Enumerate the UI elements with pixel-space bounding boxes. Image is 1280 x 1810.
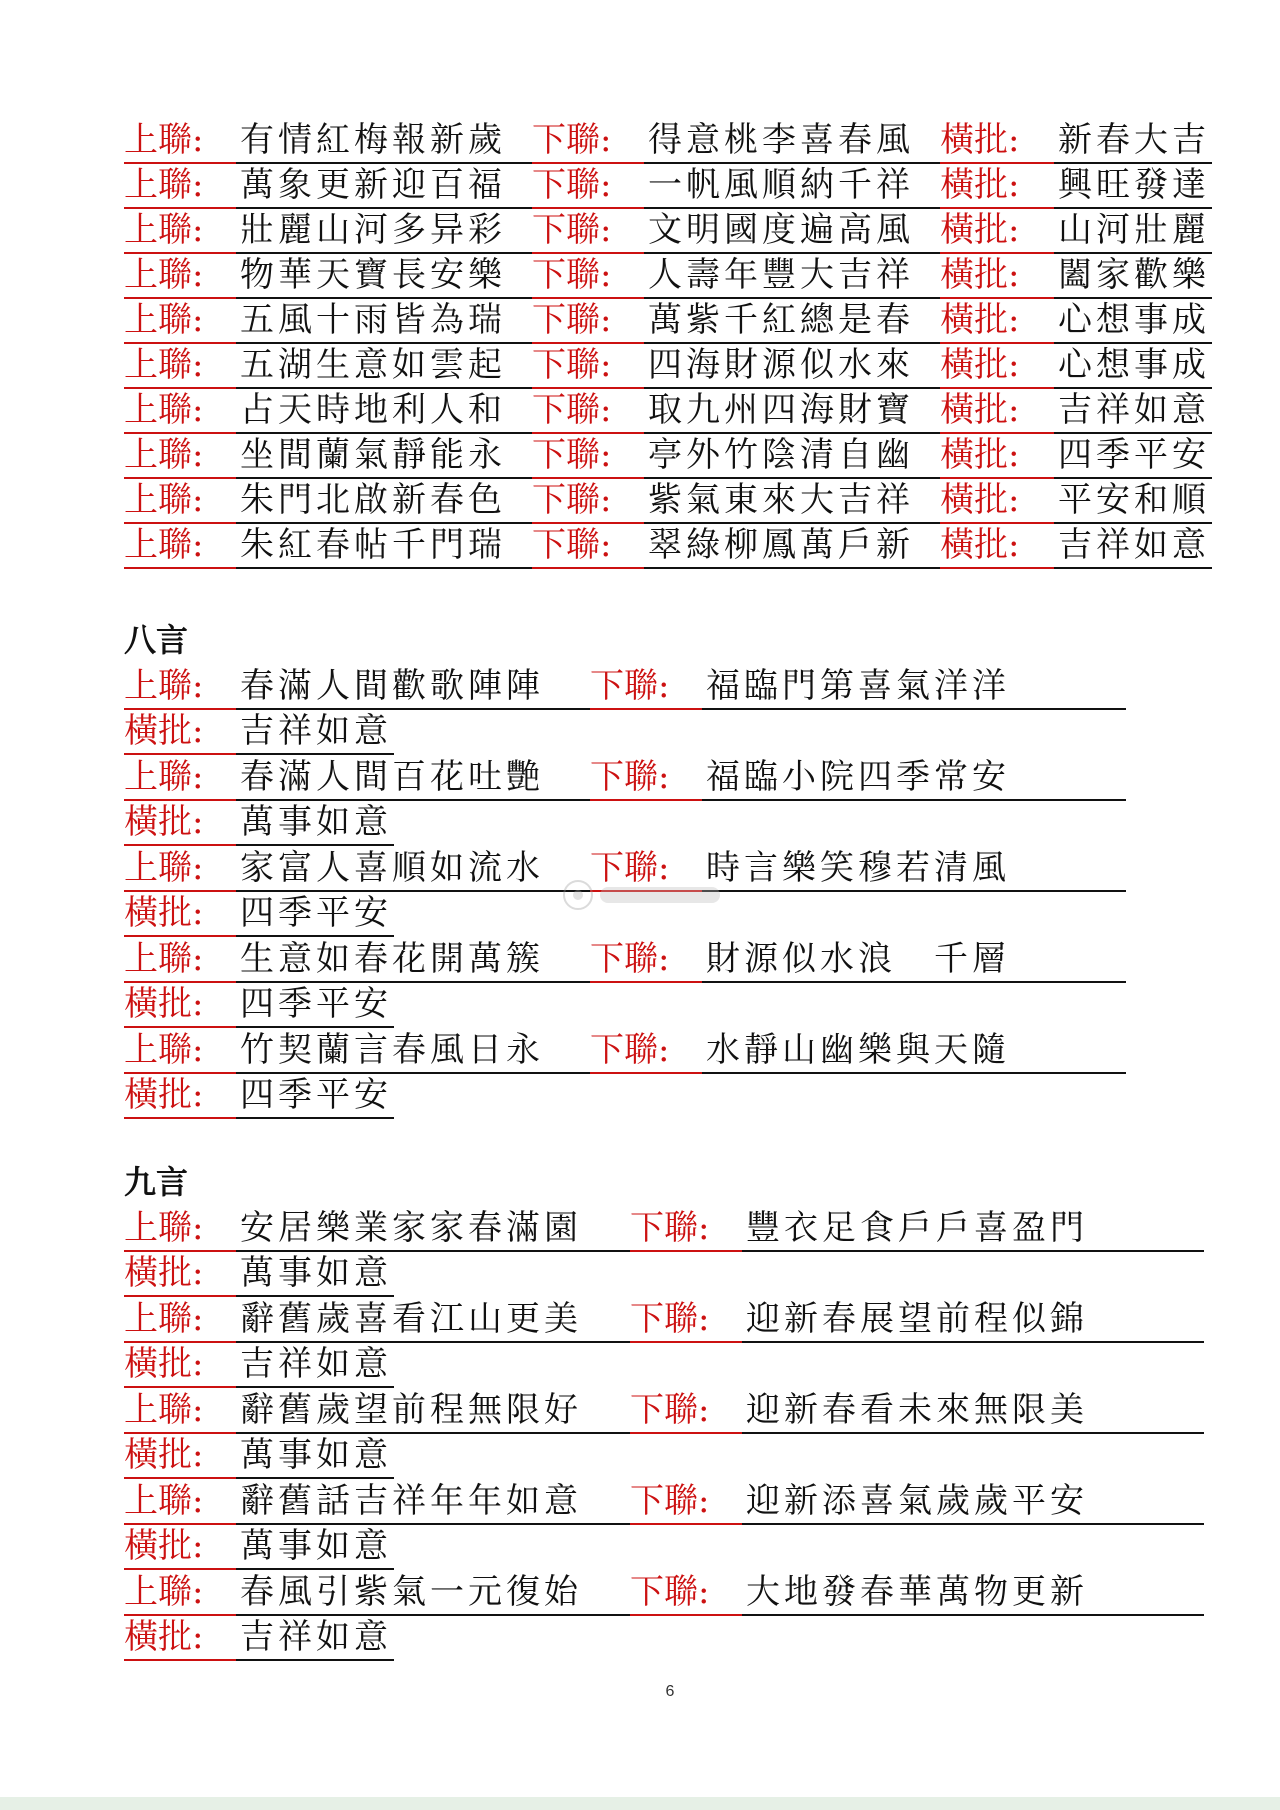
lower-label-underline (630, 1479, 742, 1525)
lower-label-underline (532, 298, 644, 344)
horizontal-scroll-underline (236, 1524, 394, 1570)
couplet-row (0, 118, 1280, 164)
upper-couplet-underline (236, 253, 532, 299)
upper-label-underline (124, 298, 236, 344)
lower-label: 下聯: (532, 390, 612, 430)
lower-couplet: 得意桃李喜春風 (648, 120, 914, 160)
upper-couplet: 物華天寶長安樂 (240, 255, 506, 295)
horizontal-scroll: 吉祥如意 (240, 1617, 392, 1657)
horizontal-label-underline (940, 433, 1054, 479)
lower-couplet-underline (644, 388, 940, 434)
section-heading-nine: 九言 (124, 1163, 189, 1201)
horizontal-scroll: 四季平安 (240, 893, 392, 933)
upper-couplet: 五風十雨皆為瑞 (240, 300, 506, 340)
lower-label: 下聯: (532, 345, 612, 385)
horizontal-scroll: 平安和順 (1058, 480, 1210, 520)
upper-label-underline (124, 1388, 236, 1434)
couplet-row (0, 208, 1280, 254)
upper-couplet: 安居樂業家家春滿園 (240, 1208, 582, 1248)
lower-couplet-underline (742, 1206, 1204, 1252)
lower-couplet: 人壽年豐大吉祥 (648, 255, 914, 295)
upper-couplet: 春風引紫氣一元復始 (240, 1572, 582, 1612)
lower-couplet-underline (644, 343, 940, 389)
upper-couplet: 占天時地利人和 (240, 390, 506, 430)
lower-label: 下聯: (630, 1572, 710, 1612)
bottom-edge-strip (0, 1797, 1280, 1810)
horizontal-scroll-underline (1054, 433, 1212, 479)
upper-label-underline (124, 343, 236, 389)
horizontal-scroll: 吉祥如意 (1058, 390, 1210, 430)
lower-label: 下聯: (630, 1299, 710, 1339)
lower-couplet: 豐衣足食戶戶喜盈門 (746, 1208, 1088, 1248)
lower-couplet-underline (702, 846, 1126, 892)
horizontal-scroll-underline (1054, 478, 1212, 524)
horizontal-scroll-underline (1054, 343, 1212, 389)
upper-couplet-underline (236, 343, 532, 389)
horizontal-label: 橫批: (940, 435, 1020, 475)
lower-couplet: 紫氣東來大吉祥 (648, 480, 914, 520)
horizontal-scroll-underline (1054, 388, 1212, 434)
lower-label-underline (532, 478, 644, 524)
upper-couplet: 朱紅春帖千門瑞 (240, 525, 506, 565)
couplet-row (0, 433, 1280, 479)
upper-label: 上聯: (124, 1481, 204, 1521)
upper-label: 上聯: (124, 757, 204, 797)
upper-couplet-underline (236, 1388, 630, 1434)
lower-couplet: 福臨門第喜氣洋洋 (706, 666, 1010, 706)
upper-label-underline (124, 523, 236, 569)
upper-label: 上聯: (124, 1390, 204, 1430)
couplet-pair-row (0, 1388, 1280, 1434)
lower-couplet: 萬紫千紅總是春 (648, 300, 914, 340)
horizontal-scroll: 興旺發達 (1058, 165, 1210, 205)
horizontal-scroll: 萬事如意 (240, 802, 392, 842)
lower-couplet-underline (742, 1388, 1204, 1434)
upper-label: 上聯: (124, 939, 204, 979)
horizontal-label: 橫批: (124, 1075, 204, 1115)
lower-label: 下聯: (532, 480, 612, 520)
lower-label-underline (630, 1570, 742, 1616)
horizontal-label-underline (124, 1342, 236, 1388)
upper-couplet: 有情紅梅報新歲 (240, 120, 506, 160)
upper-label: 上聯: (124, 480, 204, 520)
horizontal-scroll: 萬事如意 (240, 1435, 392, 1475)
horizontal-label-underline (940, 208, 1054, 254)
couplet-pair-row (0, 755, 1280, 801)
lower-couplet: 亭外竹陰清自幽 (648, 435, 914, 475)
upper-couplet-underline (236, 1479, 630, 1525)
upper-label: 上聯: (124, 255, 204, 295)
horizontal-label-underline (940, 478, 1054, 524)
lower-label-underline (532, 208, 644, 254)
upper-couplet-underline (236, 523, 532, 569)
couplet-row (0, 298, 1280, 344)
lower-label-underline (532, 253, 644, 299)
lower-couplet-underline (644, 208, 940, 254)
horizontal-label-underline (124, 1524, 236, 1570)
couplet-pair-row (0, 937, 1280, 983)
horizontal-label: 橫批: (940, 480, 1020, 520)
lower-couplet: 翠綠柳鳳萬戶新 (648, 525, 914, 565)
horizontal-label: 橫批: (940, 525, 1020, 565)
upper-couplet: 生意如春花開萬簇 (240, 939, 544, 979)
horizontal-label: 橫批: (940, 120, 1020, 160)
horizontal-label-underline (124, 891, 236, 937)
horizontal-scroll-underline (236, 800, 394, 846)
lower-label-underline (532, 523, 644, 569)
lower-label: 下聯: (532, 120, 612, 160)
couplet-pair-row (0, 1297, 1280, 1343)
upper-couplet: 辭舊歲望前程無限好 (240, 1390, 582, 1430)
horizontal-label: 橫批: (124, 1344, 204, 1384)
upper-couplet-underline (236, 664, 590, 710)
horizontal-label-underline (940, 388, 1054, 434)
horizontal-scroll: 吉祥如意 (240, 711, 392, 751)
horizontal-label-underline (124, 709, 236, 755)
lower-couplet-underline (702, 664, 1126, 710)
upper-label: 上聯: (124, 848, 204, 888)
upper-couplet-underline (236, 433, 532, 479)
horizontal-label-underline (940, 298, 1054, 344)
lower-couplet: 取九州四海財寶 (648, 390, 914, 430)
lower-label: 下聯: (532, 435, 612, 475)
lower-label: 下聯: (532, 300, 612, 340)
lower-label-underline (532, 343, 644, 389)
lower-label: 下聯: (590, 848, 670, 888)
horizontal-label-underline (124, 800, 236, 846)
horizontal-scroll: 四季平安 (240, 984, 392, 1024)
upper-couplet-underline (236, 937, 590, 983)
upper-couplet: 五湖生意如雲起 (240, 345, 506, 385)
horizontal-scroll: 萬事如意 (240, 1526, 392, 1566)
horizontal-label: 橫批: (124, 984, 204, 1024)
lower-couplet: 四海財源似水來 (648, 345, 914, 385)
horizontal-label: 橫批: (124, 1253, 204, 1293)
lower-couplet: 迎新春展望前程似錦 (746, 1299, 1088, 1339)
horizontal-row (0, 1073, 1280, 1119)
lower-couplet: 財源似水浪 千層 (706, 939, 1010, 979)
upper-couplet: 萬象更新迎百福 (240, 165, 506, 205)
upper-label-underline (124, 1570, 236, 1616)
horizontal-scroll-underline (1054, 208, 1212, 254)
horizontal-scroll: 心想事成 (1058, 300, 1210, 340)
couplet-row (0, 253, 1280, 299)
upper-label-underline (124, 478, 236, 524)
horizontal-label: 橫批: (124, 802, 204, 842)
upper-label: 上聯: (124, 210, 204, 250)
lower-label: 下聯: (630, 1390, 710, 1430)
upper-couplet: 家富人喜順如流水 (240, 848, 544, 888)
upper-label-underline (124, 1297, 236, 1343)
horizontal-label: 橫批: (124, 1435, 204, 1475)
upper-label: 上聯: (124, 390, 204, 430)
lower-couplet-underline (702, 1028, 1126, 1074)
upper-couplet-underline (236, 298, 532, 344)
horizontal-scroll-underline (236, 709, 394, 755)
horizontal-label: 橫批: (124, 1617, 204, 1657)
upper-couplet: 壯麗山河多异彩 (240, 210, 506, 250)
horizontal-scroll: 萬事如意 (240, 1253, 392, 1293)
upper-label: 上聯: (124, 1299, 204, 1339)
lower-couplet-underline (644, 298, 940, 344)
upper-label-underline (124, 118, 236, 164)
section-heading-eight: 八言 (124, 621, 189, 659)
upper-couplet-underline (236, 1570, 630, 1616)
horizontal-label-underline (940, 118, 1054, 164)
upper-label: 上聯: (124, 666, 204, 706)
upper-label-underline (124, 937, 236, 983)
couplet-row (0, 163, 1280, 209)
couplet-row (0, 478, 1280, 524)
lower-couplet-underline (742, 1479, 1204, 1525)
horizontal-scroll-underline (236, 1073, 394, 1119)
watermark-logo (560, 877, 730, 913)
horizontal-label-underline (940, 163, 1054, 209)
upper-couplet-underline (236, 846, 590, 892)
lower-label: 下聯: (590, 666, 670, 706)
horizontal-scroll-underline (1054, 298, 1212, 344)
lower-label: 下聯: (630, 1208, 710, 1248)
horizontal-label: 橫批: (124, 1526, 204, 1566)
upper-label-underline (124, 664, 236, 710)
horizontal-scroll-underline (236, 1251, 394, 1297)
lower-label-underline (590, 664, 702, 710)
upper-couplet: 辭舊話吉祥年年如意 (240, 1481, 582, 1521)
lower-label: 下聯: (532, 165, 612, 205)
upper-couplet-underline (236, 388, 532, 434)
horizontal-label-underline (940, 523, 1054, 569)
lower-label-underline (630, 1206, 742, 1252)
lower-couplet-underline (742, 1297, 1204, 1343)
lower-label-underline (590, 937, 702, 983)
horizontal-scroll-underline (236, 1615, 394, 1661)
lower-couplet-underline (644, 478, 940, 524)
horizontal-row (0, 1615, 1280, 1661)
horizontal-row (0, 800, 1280, 846)
upper-couplet-underline (236, 163, 532, 209)
horizontal-label-underline (124, 1615, 236, 1661)
lower-label-underline (532, 163, 644, 209)
upper-couplet-underline (236, 1206, 630, 1252)
lower-label-underline (630, 1297, 742, 1343)
horizontal-row (0, 1251, 1280, 1297)
lower-couplet-underline (702, 755, 1126, 801)
lower-couplet: 迎新添喜氣歲歲平安 (746, 1481, 1088, 1521)
upper-couplet-underline (236, 1028, 590, 1074)
upper-couplet-underline (236, 1297, 630, 1343)
couplet-pair-row (0, 1028, 1280, 1074)
horizontal-scroll: 山河壯麗 (1058, 210, 1210, 250)
lower-couplet-underline (644, 163, 940, 209)
lower-label: 下聯: (532, 210, 612, 250)
upper-label: 上聯: (124, 1030, 204, 1070)
upper-couplet-underline (236, 118, 532, 164)
horizontal-label-underline (124, 1251, 236, 1297)
horizontal-label: 橫批: (940, 300, 1020, 340)
horizontal-label-underline (124, 1433, 236, 1479)
upper-label-underline (124, 846, 236, 892)
upper-couplet: 竹契蘭言春風日永 (240, 1030, 544, 1070)
upper-label-underline (124, 163, 236, 209)
upper-couplet: 坐間蘭氣靜能永 (240, 435, 506, 475)
lower-couplet: 大地發春華萬物更新 (746, 1572, 1088, 1612)
upper-couplet: 辭舊歲喜看江山更美 (240, 1299, 582, 1339)
upper-label: 上聯: (124, 300, 204, 340)
lower-label-underline (532, 433, 644, 479)
horizontal-label: 橫批: (124, 711, 204, 751)
horizontal-scroll-underline (1054, 523, 1212, 569)
upper-couplet-underline (236, 208, 532, 254)
horizontal-scroll: 四季平安 (240, 1075, 392, 1115)
lower-couplet-underline (644, 433, 940, 479)
upper-label-underline (124, 388, 236, 434)
lower-couplet: 水靜山幽樂與天隨 (706, 1030, 1010, 1070)
horizontal-scroll: 吉祥如意 (1058, 525, 1210, 565)
lower-couplet: 迎新春看未來無限美 (746, 1390, 1088, 1430)
lower-label-underline (532, 388, 644, 434)
horizontal-scroll: 吉祥如意 (240, 1344, 392, 1384)
upper-label: 上聯: (124, 1208, 204, 1248)
lower-couplet-underline (644, 253, 940, 299)
upper-couplet: 春滿人間百花吐艷 (240, 757, 544, 797)
upper-label-underline (124, 1028, 236, 1074)
horizontal-label: 橫批: (940, 390, 1020, 430)
upper-label-underline (124, 433, 236, 479)
horizontal-scroll-underline (236, 891, 394, 937)
upper-label-underline (124, 253, 236, 299)
upper-label-underline (124, 208, 236, 254)
horizontal-label-underline (124, 982, 236, 1028)
couplet-pair-row (0, 1570, 1280, 1616)
horizontal-scroll-underline (1054, 118, 1212, 164)
upper-label: 上聯: (124, 120, 204, 160)
horizontal-row (0, 709, 1280, 755)
horizontal-row (0, 1342, 1280, 1388)
horizontal-scroll: 心想事成 (1058, 345, 1210, 385)
upper-label: 上聯: (124, 165, 204, 205)
upper-couplet: 春滿人間歡歌陣陣 (240, 666, 544, 706)
horizontal-scroll-underline (1054, 163, 1212, 209)
upper-label-underline (124, 1206, 236, 1252)
horizontal-row (0, 1524, 1280, 1570)
lower-label: 下聯: (590, 757, 670, 797)
horizontal-scroll-underline (236, 1433, 394, 1479)
horizontal-scroll: 闔家歡樂 (1058, 255, 1210, 295)
lower-couplet-underline (644, 118, 940, 164)
lower-label: 下聯: (590, 939, 670, 979)
horizontal-label: 橫批: (124, 893, 204, 933)
lower-label-underline (590, 755, 702, 801)
horizontal-label: 橫批: (940, 165, 1020, 205)
horizontal-scroll-underline (1054, 253, 1212, 299)
couplet-pair-row (0, 1479, 1280, 1525)
lower-couplet-underline (742, 1570, 1204, 1616)
couplet-row (0, 388, 1280, 434)
lower-label: 下聯: (532, 525, 612, 565)
upper-label: 上聯: (124, 435, 204, 475)
upper-label-underline (124, 1479, 236, 1525)
lower-couplet: 時言樂笑穆若清風 (706, 848, 1010, 888)
horizontal-scroll-underline (236, 1342, 394, 1388)
upper-label-underline (124, 755, 236, 801)
horizontal-label: 橫批: (940, 345, 1020, 385)
lower-label-underline (630, 1388, 742, 1434)
horizontal-scroll: 新春大吉 (1058, 120, 1210, 160)
couplet-pair-row (0, 664, 1280, 710)
upper-couplet-underline (236, 755, 590, 801)
lower-label: 下聯: (532, 255, 612, 295)
horizontal-label-underline (940, 253, 1054, 299)
lower-couplet-underline (702, 937, 1126, 983)
horizontal-label: 橫批: (940, 255, 1020, 295)
upper-couplet-underline (236, 478, 532, 524)
horizontal-scroll: 四季平安 (1058, 435, 1210, 475)
upper-label: 上聯: (124, 1572, 204, 1612)
upper-label: 上聯: (124, 345, 204, 385)
horizontal-scroll-underline (236, 982, 394, 1028)
couplet-row (0, 343, 1280, 389)
couplet-row (0, 523, 1280, 569)
horizontal-label-underline (124, 1073, 236, 1119)
lower-couplet: 文明國度遍高風 (648, 210, 914, 250)
lower-label-underline (590, 1028, 702, 1074)
lower-label-underline (532, 118, 644, 164)
lower-label: 下聯: (590, 1030, 670, 1070)
page-number: 6 (665, 1683, 675, 1700)
lower-couplet: 一帆風順納千祥 (648, 165, 914, 205)
upper-label: 上聯: (124, 525, 204, 565)
couplet-pair-row (0, 1206, 1280, 1252)
horizontal-row (0, 982, 1280, 1028)
lower-couplet-underline (644, 523, 940, 569)
horizontal-label: 橫批: (940, 210, 1020, 250)
horizontal-label-underline (940, 343, 1054, 389)
lower-label: 下聯: (630, 1481, 710, 1521)
upper-couplet: 朱門北啟新春色 (240, 480, 506, 520)
horizontal-row (0, 1433, 1280, 1479)
lower-couplet: 福臨小院四季常安 (706, 757, 1010, 797)
